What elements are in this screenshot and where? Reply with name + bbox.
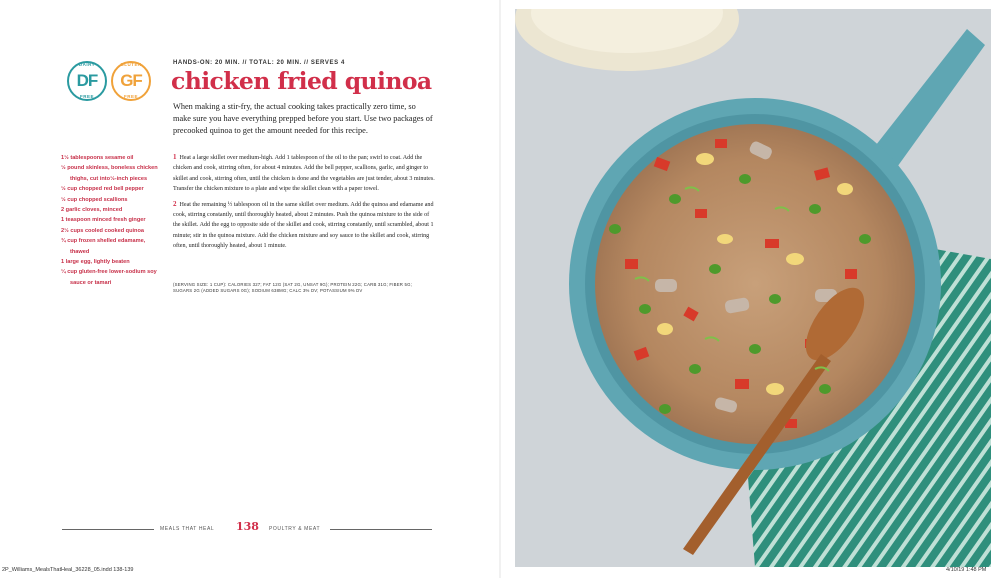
- recipe-step-2: [173, 199, 435, 252]
- step-number: 1: [173, 153, 177, 161]
- gluten-free-badge-bottom: FREE: [123, 94, 138, 99]
- ingredient-item: 1 teaspoon minced fresh ginger: [61, 217, 146, 224]
- page-gutter: [499, 0, 501, 578]
- ingredient-item: 2½ cups cooled cooked quinoa: [61, 227, 144, 234]
- ingredient-item: ¾ cup frozen shelled edamame, thawed: [61, 238, 146, 255]
- quinoa-shape: [595, 124, 915, 444]
- dairy-free-badge-top: DAIRY: [78, 62, 96, 67]
- print-slug-date: 4/10/19 1:48 PM: [946, 567, 987, 573]
- dairy-free-badge-icon: [67, 61, 107, 101]
- step-text: Heat the remaining ½ tablespoon oil in the same skillet over medium. Add the quinoa and edamame and cook, stirring constantly, until thoroughly heated, about 2 minutes. Push the quinoa mixture to the side of the skillet. Add the egg to opposite side of the skillet and cook, stirring constantly, until scrambled, about 1 minute; stir in the quinoa mixture. Add the chicken mixture and soy sauce to the skillet and cook, stirring often, until thoroughly heated, about 1 minute.: [173, 201, 434, 250]
- ingredient-list: [61, 153, 161, 288]
- dairy-free-badge-bottom: FREE: [79, 94, 94, 99]
- recipe-title: chicken fried quinoa: [171, 67, 432, 95]
- print-slug-file: 2P_Williams_MealsThatHeal_36228_05.indd 138-139: [2, 567, 134, 573]
- footer-rule-right: [330, 529, 432, 530]
- gluten-free-badge-icon: [111, 61, 151, 101]
- ingredient-item: ½ cup chopped scallions: [61, 196, 128, 203]
- recipe-photo: [515, 9, 991, 567]
- recipe-step-1: [173, 152, 435, 195]
- ingredient-item: ¼ cup gluten-free lower-sodium soy sauce or tamari: [61, 269, 157, 286]
- ingredient-item: 2 garlic cloves, minced: [61, 207, 123, 214]
- ingredient-item: 1 large egg, lightly beaten: [61, 259, 130, 266]
- ingredient-item: ½ cup chopped red bell pepper: [61, 186, 144, 193]
- nutrition-info: (SERVING SIZE: 1 CUP): CALORIES 327; FAT 12G (SAT 2G, UNSAT 9G); PROTEIN 22G; CARB 31G; FIBER 5G; SUGARS 2G (ADDED SUGARS 0G); SODIUM 638MG; CALC 3% DV; POTASSIUM 9% DV: [173, 282, 413, 293]
- footer-section-title: POULTRY & MEAT: [269, 526, 321, 532]
- dairy-free-badge-abbr: DF: [76, 71, 98, 90]
- step-number: 2: [173, 199, 177, 208]
- recipe-steps: [173, 152, 435, 256]
- recipe-intro: When making a stir-fry, the actual cooking takes practically zero time, so make sure you have everything prepped before you start. Use two packages of precooked quinoa to get the amount needed for this recipe.: [173, 102, 433, 135]
- gluten-free-badge-abbr: GF: [120, 71, 142, 90]
- ingredient-item: ½ pound skinless, boneless chicken thighs, cut into½-inch pieces: [61, 165, 158, 182]
- gluten-free-badge-top: GLUTEN: [120, 62, 142, 67]
- footer-rule-left: [62, 529, 154, 530]
- recipe-meta: HANDS-ON: 20 MIN. // TOTAL: 20 MIN. // SERVES 4: [173, 60, 345, 66]
- page-number: 138: [236, 520, 259, 533]
- footer-book-title: MEALS THAT HEAL: [160, 526, 215, 532]
- ingredient-item: 1½ tablespoons sesame oil: [61, 155, 134, 161]
- step-text: Heat a large skillet over medium-high. Add 1 tablespoon of the oil to the pan; swirl to coat. Add the chicken and cook, stirring often, for about 4 minutes. Add the bell pepper, scallions, garlic, and ginger to skillet and cook, stirring often, until the chicken is done and the vegetables are just tender, about 3 minutes. Transfer the chicken mixture to a plate and wipe the skillet clean with a paper towel.: [173, 155, 435, 193]
